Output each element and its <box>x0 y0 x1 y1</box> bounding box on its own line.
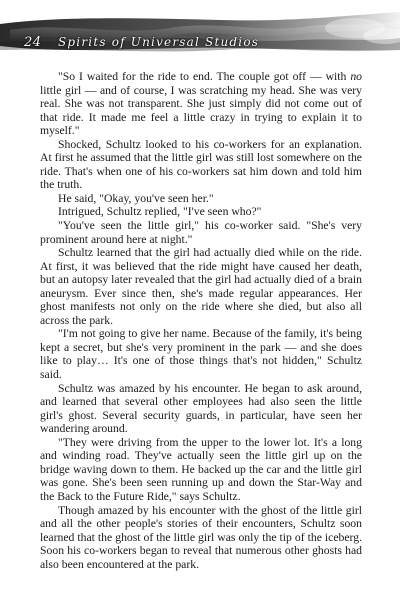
paragraph: Schultz learned that the girl had actually died while on the ride. At first, it was believed that the ride might have caused her death, but an autopsy later revealed that the girl had actually died of a brain aneurysm. Ever since then, she's made regular appearances. Her ghost manifests not only on the ride where she died, but also all across the park. <box>40 246 362 327</box>
running-header <box>0 10 400 54</box>
running-title: Spirits of Universal Studios <box>58 35 260 49</box>
emphasized-text: no <box>350 70 362 83</box>
paragraph: Though amazed by his encounter with the ghost of the little girl and all the other people's stories of their encounters, Schultz soon learned that the ghost of the little girl was only the tip of the iceberg. Soon his co-workers began to reveal that numerous other ghosts had also been encountered at the park. <box>40 503 362 571</box>
paragraph: He said, "Okay, you've seen her." <box>58 191 214 205</box>
paragraph: Schultz was amazed by his encounter. He began to ask around, and learned that several other employees had also seen the little girl's ghost. Several security guards, in particular, have seen her wandering around. <box>40 381 362 436</box>
body-text <box>40 70 362 571</box>
paragraph <box>40 70 362 138</box>
paragraph: Intrigued, Schultz replied, "I've seen who?" <box>58 205 262 219</box>
paragraph: "They were driving from the upper to the lower lot. It's a long and winding road. They've actually seen the little girl up on the bridge waving down to them. He backed up the car and the little girl was gone. She's been seen running up and down the Star-Way and the Back to the Future Ride," says Schultz. <box>40 435 362 503</box>
text-run: little girl — and of course, I was scratching my head. She was very real. She was not transparent. She just simply did not come out of that ride. It made me feel a little crazy in trying to explain it to myself." <box>40 83 362 138</box>
page-number: 24 <box>24 35 42 50</box>
paragraph: Shocked, Schultz looked to his co-workers for an explanation. At first he assumed that the little girl was still lost somewhere on the ride. That's when one of his co-workers sat him down and told him the truth. <box>40 137 362 192</box>
paragraph: "I'm not going to give her name. Because of the family, it's being kept a secret, but she's very prominent in the park — and she does like to play… It's one of those things that's not hidden," Schultz said. <box>40 327 362 382</box>
paragraph: "You've seen the little girl," his co-worker said. "She's very prominent around here at night." <box>40 219 362 246</box>
text-run: "So I waited for the ride to end. The couple got off — with <box>58 70 351 83</box>
